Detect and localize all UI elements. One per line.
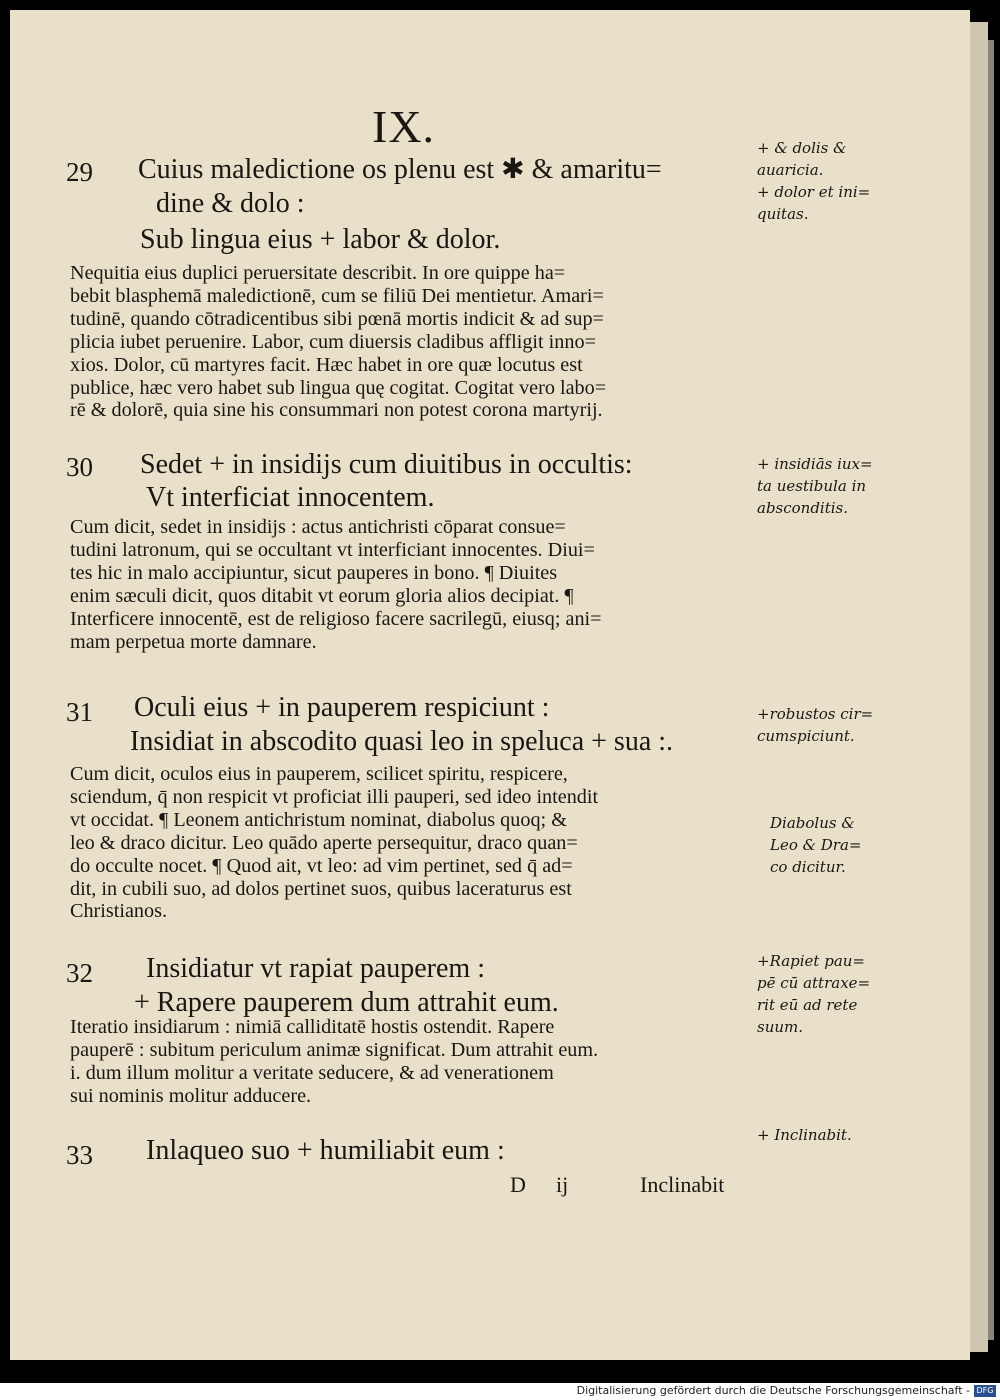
marginal-note-31: +robustos cir= cumspiciunt.	[757, 705, 874, 745]
commentary-line: sui nominis molitur adducere.	[70, 1084, 312, 1107]
footer-credit: Digitalisierung gefördert durch die Deutsche Forschungsgemeinschaft -	[576, 1384, 970, 1397]
commentary-line: bebit blasphemā maledictionē, cum se filiū Dei mentietur. Amari=	[70, 284, 604, 307]
commentary-line: dit, in cubili suo, ad dolos pertinet suos, quibus laceraturus est	[70, 877, 572, 900]
marginal-note-33: + Inclinabit.	[757, 1126, 852, 1144]
verse-line: Cuius maledictione os plenu est ✱ & amaritu=	[138, 154, 662, 185]
verse-number: 31	[66, 697, 93, 727]
commentary-line: plicia iubet peruenire. Labor, cum diuersis cladibus affligit inno=	[70, 330, 596, 353]
verse-line: Oculi eius + in pauperem respiciunt :	[134, 692, 550, 723]
commentary-line: Interficere innocentē, est de religioso facere sacrilegū, eiusq; ani=	[70, 607, 602, 630]
commentary-line: enim sæculi dicit, quos ditabit vt eorum gloria alios decipiat. ¶	[70, 584, 574, 607]
commentary-30	[70, 516, 746, 653]
marginal-note-diabolus: Diabolus & Leo & Dra= co dicitur.	[770, 814, 862, 876]
commentary-line: vt occidat. ¶ Leonem antichristum nominat, diabolus quoq; &	[70, 808, 567, 831]
verse-line: Insidiatur vt rapiat pauperem :	[146, 953, 485, 984]
commentary-line: Cum dicit, oculos eius in pauperem, scilicet spiritu, respicere,	[70, 763, 568, 785]
commentary-31	[70, 763, 746, 923]
verse-number: 32	[66, 958, 93, 988]
signature-number: ij	[556, 1172, 569, 1197]
commentary-line: tudini latronum, qui se occultant vt interficiant innocentes. Diui=	[70, 538, 595, 561]
commentary-line: do occulte nocet. ¶ Quod ait, vt leo: ad vim pertinet, sed q̄ ad=	[70, 854, 573, 877]
verse-number: 30	[66, 452, 93, 482]
verse-line: dine & dolo :	[156, 188, 305, 219]
commentary-29	[70, 262, 746, 422]
commentary-line: leo & draco dicitur. Leo quādo aperte persequitur, draco quan=	[70, 831, 578, 854]
page-edge	[970, 22, 988, 1352]
verse-line: Sedet + in insidijs cum diuitibus in occultis:	[140, 449, 633, 480]
commentary-line: Nequitia eius duplici peruersitate describit. In ore quippe ha=	[70, 262, 566, 284]
verse-line: + Rapere pauperem dum attrahit eum.	[134, 987, 559, 1018]
verse-line: Sub lingua eius + labor & dolor.	[140, 224, 501, 255]
marginal-note-30: + insidiās iux= ta uestibula in absconditis.	[757, 455, 873, 517]
verse-line: Vt interficiat innocentem.	[146, 482, 435, 513]
commentary-line: xios. Dolor, cū martyres facit. Hæc habet in ore quæ locutus est	[70, 353, 583, 376]
commentary-line: rē & dolorē, quia sine his consummari non potest corona martyrij.	[70, 399, 603, 422]
commentary-line: Cum dicit, sedet in insidijs : actus antichristi cōparat consue=	[70, 516, 566, 538]
footer-bar	[0, 1383, 1000, 1400]
commentary-line: Christianos.	[70, 900, 168, 923]
dfg-logo-icon: DFG	[974, 1385, 996, 1397]
verse-line: Insidiat in abscodito quasi leo in speluca + sua :.	[130, 726, 674, 757]
commentary-line: i. dum illum molitur a veritate seducere, & ad venerationem	[70, 1061, 554, 1084]
commentary-line: tudinē, quando cōtradicentibus sibi pœnā mortis indicit & ad sup=	[70, 307, 604, 330]
commentary-line: publice, hæc vero habet sub lingua quę cogitat. Cogitat vero labo=	[70, 376, 607, 399]
page-number: IX.	[372, 101, 436, 152]
verse-line: Inlaqueo suo + humiliabit eum :	[146, 1135, 505, 1166]
commentary-line: pauperē : subitum periculum animæ significat. Dum attrahit eum.	[70, 1038, 599, 1061]
marginal-note-32: +Rapiet pau= pē cū attraxe= rit eū ad rete suum.	[757, 952, 871, 1036]
commentary-32	[70, 1016, 746, 1108]
commentary-line: mam perpetua morte damnare.	[70, 630, 317, 653]
signature-mark: D	[510, 1172, 526, 1197]
catchword: Inclinabit	[640, 1172, 725, 1197]
verse-number: 29	[66, 157, 93, 187]
commentary-line: sciendum, q̄ non respicit vt proficiat illi pauperi, sed ideo intendit	[70, 785, 599, 808]
commentary-line: Iteratio insidiarum : nimiā calliditatē hostis ostendit. Rapere	[70, 1016, 555, 1038]
commentary-line: tes hic in malo accipiuntur, sicut pauperes in bono. ¶ Diuites	[70, 561, 558, 584]
page-edge-shadow	[988, 40, 994, 1340]
marginal-note-29: + & dolis & auaricia. + dolor et ini= quitas.	[757, 139, 871, 223]
verse-number: 33	[66, 1140, 93, 1170]
